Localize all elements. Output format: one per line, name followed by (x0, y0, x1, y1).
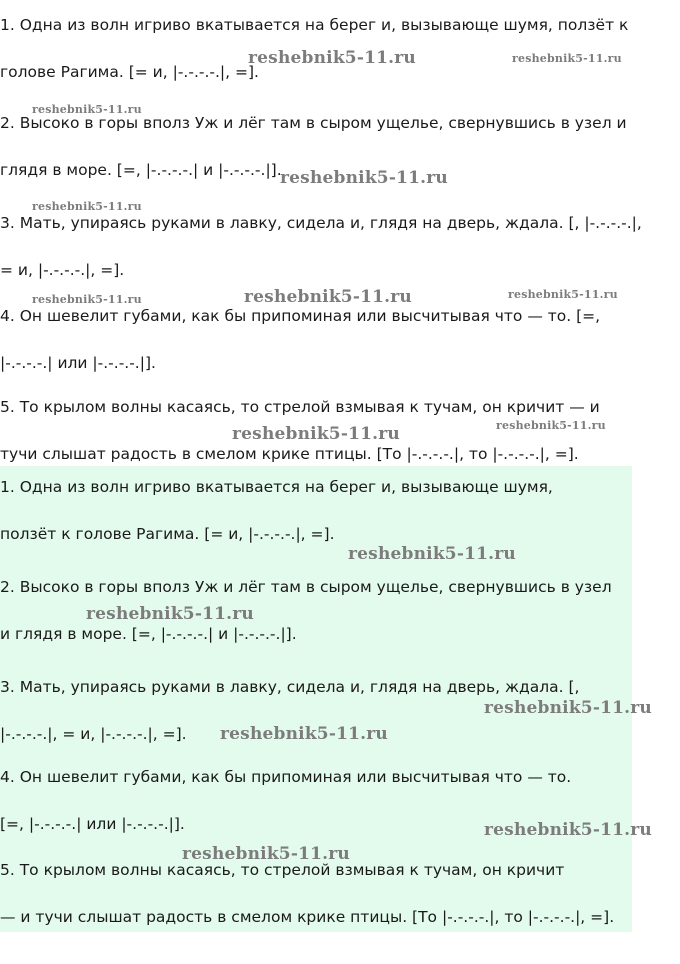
watermark: reshebnik5-11.ru (32, 293, 142, 306)
exercise-line: [=, |-.-.-.-.| или |-.-.-.-.|]. (0, 815, 185, 833)
watermark: reshebnik5-11.ru (32, 103, 142, 116)
exercise-line: |-.-.-.-.|, = и, |-.-.-.-.|, =]. (0, 725, 187, 743)
watermark: reshebnik5-11.ru (280, 168, 448, 188)
watermark: reshebnik5-11.ru (508, 288, 618, 301)
exercise-line: |-.-.-.-.| или |-.-.-.-.|]. (0, 354, 156, 372)
exercise-line: 3. Мать, упираясь руками в лавку, сидела и, глядя на дверь, ждала. [, (0, 678, 580, 696)
exercise-line: ползёт к голове Рагима. [= и, |-.-.-.-.|, =]. (0, 525, 335, 543)
watermark: reshebnik5-11.ru (512, 52, 622, 65)
exercise-line: 2. Высоко в горы вполз Уж и лёг там в сыром ущелье, свернувшись в узел (0, 578, 612, 596)
exercise-line: тучи слышат радость в смелом крике птицы. [То |-.-.-.-.|, то |-.-.-.-.|, =]. (0, 445, 579, 463)
watermark: reshebnik5-11.ru (244, 287, 412, 307)
watermark: reshebnik5-11.ru (32, 200, 142, 213)
exercise-line: 1. Одна из волн игриво вкатывается на берег и, вызывающе шумя, ползёт к (0, 16, 629, 34)
exercise-line: 2. Высоко в горы вполз Уж и лёг там в сыром ущелье, свернувшись в узел и (0, 114, 627, 132)
exercise-line: 4. Он шевелит губами, как бы припоминая или высчитывая что — то. (0, 768, 572, 786)
exercise-line: 1. Одна из волн игриво вкатывается на берег и, вызывающе шумя, (0, 478, 553, 496)
watermark: reshebnik5-11.ru (484, 820, 652, 840)
watermark: reshebnik5-11.ru (220, 724, 388, 744)
exercise-line: 5. То крылом волны касаясь, то стрелой взмывая к тучам, он кричит — и (0, 398, 600, 416)
exercise-line: 4. Он шевелит губами, как бы припоминая или высчитывая что — то. [=, (0, 307, 601, 325)
watermark: reshebnik5-11.ru (248, 48, 416, 68)
watermark: reshebnik5-11.ru (348, 544, 516, 564)
exercise-line: — и тучи слышат радость в смелом крике птицы. [То |-.-.-.-.|, то |-.-.-.-.|, =]. (0, 908, 615, 926)
original-answer-panel (0, 0, 642, 466)
watermark: reshebnik5-11.ru (232, 424, 400, 444)
exercise-line: голове Рагима. [= и, |-.-.-.-.|, =]. (0, 63, 259, 81)
exercise-line: = и, |-.-.-.-.|, =]. (0, 261, 125, 279)
corrected-answer-panel (0, 466, 652, 932)
watermark: reshebnik5-11.ru (182, 844, 350, 864)
watermark: reshebnik5-11.ru (496, 419, 606, 432)
exercise-5 (0, 859, 640, 928)
exercise-line: 3. Мать, упираясь руками в лавку, сидела и, глядя на дверь, ждала. [, |-.-.-.-.|, (0, 214, 642, 232)
exercise-4 (0, 305, 640, 374)
watermark: reshebnik5-11.ru (484, 698, 652, 718)
exercise-line: и глядя в море. [=, |-.-.-.-.| и |-.-.-.-.|]. (0, 625, 297, 643)
exercise-line: глядя в море. [=, |-.-.-.-.| и |-.-.-.-.|]. (0, 161, 282, 179)
exercise-3 (0, 212, 640, 281)
exercise-1 (0, 476, 640, 545)
exercise-line: 5. То крылом волны касаясь, то стрелой взмывая к тучам, он кричит (0, 861, 565, 879)
watermark: reshebnik5-11.ru (86, 604, 254, 624)
